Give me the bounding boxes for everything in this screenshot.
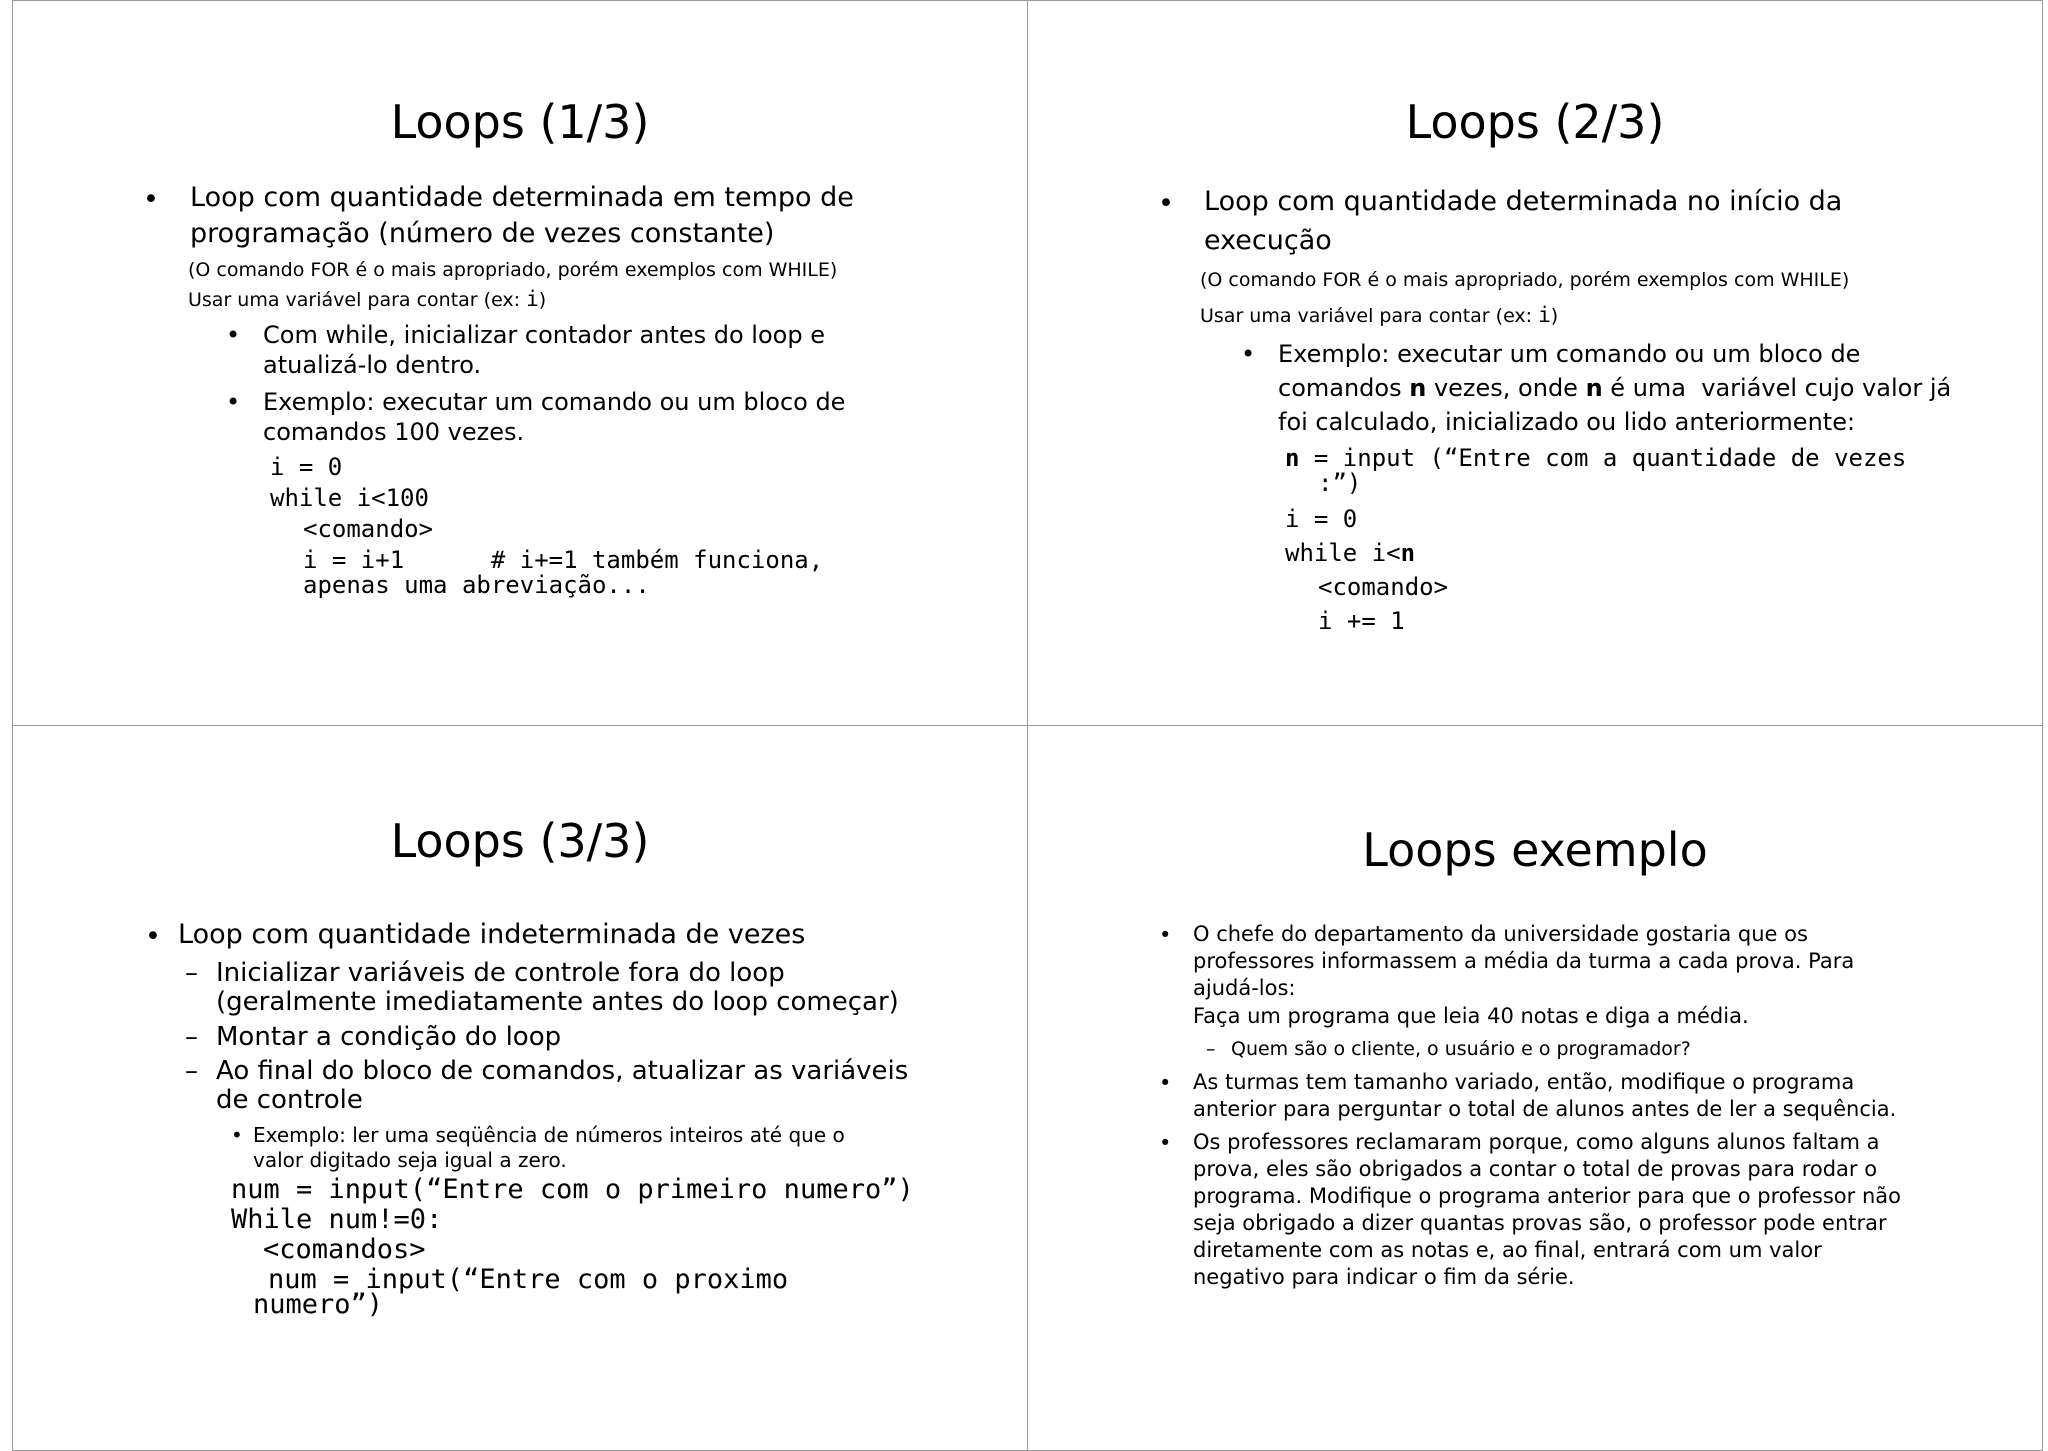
- bullet-text-line: Loop com quantidade indeterminada de vezes: [178, 919, 806, 950]
- sub-bullet-line: Exemplo: executar um comando ou um bloco de: [263, 388, 846, 416]
- bullet-text-line: Loop com quantidade determinada em tempo de: [190, 182, 854, 213]
- bullet-text-line: seja obrigado a dizer quantas provas são, o professor pode entrar: [1193, 1211, 1887, 1235]
- sub-bullet-line: foi calculado, inicializado ou lido anteriormente:: [1278, 408, 1856, 436]
- slide-title: Loops exemplo: [1362, 823, 1708, 877]
- sub-bullet-line: atualizá-lo dentro.: [263, 351, 482, 379]
- code-line: apenas uma abreviação...: [303, 571, 650, 599]
- bullet-text-line: programa. Modifique o programa anterior para que o professor não: [1193, 1184, 1901, 1208]
- note-line: Usar uma variável para contar (ex: i): [1200, 303, 1559, 327]
- dash-bullet-line: de controle: [216, 1085, 363, 1115]
- bullet-text-line: programação (número de vezes constante): [190, 218, 775, 249]
- bullet-text-line: O chefe do departamento da universidade gostaria que os: [1193, 922, 1808, 946]
- bullet-text-line: prova, eles são obrigados a contar o total de provas para rodar o: [1193, 1157, 1878, 1181]
- code-line: i = 0: [270, 453, 343, 481]
- dash-bullet: –: [185, 1056, 198, 1086]
- bullet-text-line: anterior para perguntar o total de alunos antes de ler a sequência.: [1193, 1097, 1897, 1121]
- bullet-text-line: As turmas tem tamanho variado, então, modifique o programa: [1193, 1070, 1855, 1094]
- slide-loops-1: [12, 0, 1028, 726]
- code-line: numero”): [253, 1289, 384, 1320]
- sub-bullet: •: [231, 1123, 243, 1147]
- bullet-text-line: ajudá-los:: [1193, 976, 1296, 1000]
- dash-bullet-line: Quem são o cliente, o usuário e o programador?: [1231, 1038, 1691, 1060]
- bullet: •: [1159, 1071, 1172, 1095]
- dash-bullet-line: Ao final do bloco de comandos, atualizar as variáveis: [216, 1056, 909, 1086]
- code-line: num = input(“Entre com o proximo: [268, 1264, 789, 1295]
- sub-bullet: •: [1241, 340, 1256, 368]
- dash-bullet: –: [185, 1022, 198, 1052]
- code-line: while i<100: [270, 484, 429, 512]
- dash-bullet: –: [185, 958, 198, 988]
- slide-loops-3: [12, 725, 1028, 1451]
- sub-bullet-line: Exemplo: executar um comando ou um bloco de: [1278, 340, 1861, 368]
- bullet-text-line: professores informassem a média da turma a cada prova. Para: [1193, 949, 1855, 973]
- slide-loops-2: [1027, 0, 2043, 726]
- slide-title: Loops (3/3): [390, 814, 650, 868]
- code-line: While num!=0:: [231, 1204, 443, 1235]
- bullet: •: [1159, 923, 1172, 947]
- sub-bullet: •: [226, 321, 241, 349]
- note-line: (O comando FOR é o mais apropriado, porém exemplos com WHILE): [1200, 269, 1850, 291]
- bullet-text-line: negativo para indicar o fim da série.: [1193, 1265, 1575, 1289]
- bullet-text-line: diretamente com as notas e, ao final, entrará com um valor: [1193, 1238, 1822, 1262]
- bullet-text-line: Faça um programa que leia 40 notas e diga a média.: [1193, 1004, 1749, 1028]
- code-line: i = 0: [1285, 505, 1358, 533]
- code-line: i += 1: [1318, 607, 1405, 635]
- bullet-text-line: Os professores reclamaram porque, como alguns alunos faltam a: [1193, 1130, 1880, 1154]
- code-line: while i<n: [1285, 539, 1416, 567]
- bullet: •: [1159, 1131, 1172, 1155]
- sub-bullet-line: comandos 100 vezes.: [263, 418, 525, 446]
- code-line: :”): [1318, 469, 1362, 497]
- code-line: <comando>: [1318, 573, 1449, 601]
- bullet-text-line: Loop com quantidade determinada no início da: [1204, 186, 1843, 217]
- sub-bullet-line: valor digitado seja igual a zero.: [253, 1148, 567, 1172]
- sub-bullet-line: comandos n vezes, onde n é uma variável cujo valor já: [1278, 374, 1952, 402]
- code-line: i = i+1 # i+=1 também funciona,: [303, 546, 824, 574]
- dash-bullet-line: Inicializar variáveis de controle fora do loop: [216, 958, 785, 988]
- bullet: •: [1158, 188, 1174, 219]
- dash-bullet-line: (geralmente imediatamente antes do loop começar): [216, 987, 899, 1017]
- bullet: •: [145, 921, 161, 952]
- code-line: <comando>: [303, 515, 434, 543]
- code-line: <comandos>: [263, 1234, 426, 1265]
- slide-title: Loops (1/3): [390, 95, 650, 149]
- bullet-text-line: execução: [1204, 225, 1332, 256]
- slide-loops-exemplo: [1027, 725, 2043, 1451]
- note-line: Usar uma variável para contar (ex: i): [188, 287, 547, 311]
- sub-bullet-line: Exemplo: ler uma seqüência de números inteiros até que o: [253, 1123, 845, 1147]
- code-line: n = input (“Entre com a quantidade de vezes: [1285, 444, 1907, 472]
- dash-bullet: –: [1206, 1038, 1216, 1060]
- sub-bullet-line: Com while, inicializar contador antes do loop e: [263, 321, 825, 349]
- bullet: •: [143, 184, 159, 215]
- dash-bullet-line: Montar a condição do loop: [216, 1022, 562, 1052]
- code-line: num = input(“Entre com o primeiro numero”): [231, 1174, 914, 1205]
- sub-bullet: •: [226, 388, 241, 416]
- slide-title: Loops (2/3): [1405, 95, 1665, 149]
- note-line: (O comando FOR é o mais apropriado, porém exemplos com WHILE): [188, 259, 838, 281]
